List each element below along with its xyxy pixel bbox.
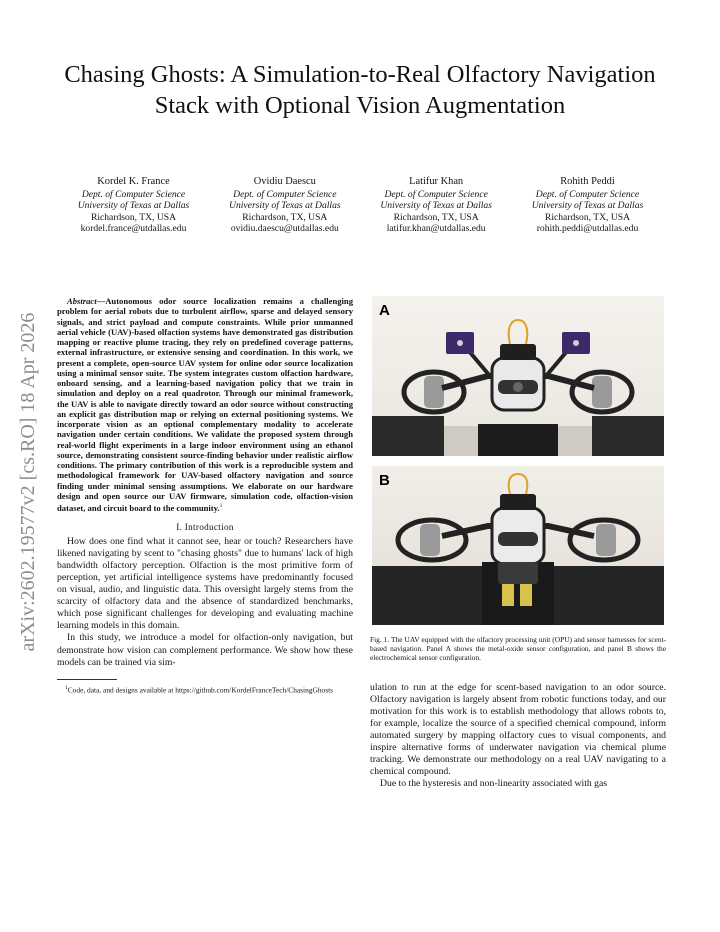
section-heading-text: I. Introduction	[176, 522, 234, 533]
author-location: Richardson, TX, USA	[242, 211, 328, 223]
arxiv-identifier: arXiv:2602.19577v2 [cs.RO] 18 Apr 2026	[17, 312, 39, 652]
figure-panel-a	[372, 296, 664, 456]
left-column	[57, 296, 353, 694]
figure-panel-b	[372, 466, 664, 625]
author-2	[209, 176, 360, 235]
author-org: University of Texas at Dallas	[229, 200, 341, 212]
author-org: University of Texas at Dallas	[77, 200, 190, 212]
abstract	[57, 296, 353, 513]
right-body-text	[370, 682, 666, 790]
drone-photo-b	[372, 466, 664, 625]
author-email[interactable]: kordel.france@utdallas.edu	[80, 223, 187, 235]
author-dept: Dept. of Computer Science	[233, 188, 337, 200]
section-heading-introduction	[57, 522, 353, 532]
author-email[interactable]: latifur.khan@utdallas.edu	[386, 223, 486, 235]
author-4	[512, 176, 663, 235]
author-3	[361, 176, 512, 235]
intro-paragraph-1: How does one find what it cannot see, hear or touch? Researchers have likened navigating by scent to "chasing ghosts" due to humans' lack of high bandwidth olfactory perception. Olfaction is the most primitive form of perception, yet artificial intelligence systems have predominantly focused on visual, audio, and linguistic data. This oversight largely stems from the scarcity of olfactory data and the absence of standardized benchmarks, which pose significant challenges for developing and evaluating machine learning models in this domain.	[57, 536, 353, 632]
footnote-marker[interactable]: 1	[219, 503, 223, 509]
panel-a-label: A	[379, 302, 390, 319]
paper-title: Chasing Ghosts: A Simulation-to-Real Olfactory Navigation Stack with Optional Vision Augmentation	[64, 61, 656, 119]
abstract-lead: Abstract—	[67, 296, 106, 306]
author-name: Ovidiu Daescu	[253, 176, 316, 187]
author-org: University of Texas at Dallas	[531, 200, 644, 212]
panel-b-label: B	[379, 472, 390, 489]
figure-caption: Fig. 1. The UAV equipped with the olfactory processing unit (OPU) and sensor harnesses for scent-based navigation. Panel A shows the metal-oxide sensor configuration, and panel B shows the electrochemical sensor configuration.	[370, 635, 666, 662]
body-paragraph-continued: ulation to run at the edge for scent-based navigation to an odor source. Olfactory navigation is largely absent from robotic functions today, and our motivation for this work is to establish methodology that allows robots to, for example, localize the source of a specified chemical compound, inform automated surgery by mapping olfactory cues to visual components, and inspire alternative forms of underwater navigation via chemical plume tracking. We demonstrate our methodology on a real UAV navigating to a chemical compound.	[370, 682, 666, 778]
author-name: Kordel K. France	[97, 176, 170, 187]
right-column	[370, 296, 666, 663]
footnote-number: 1	[65, 684, 68, 691]
author-dept: Dept. of Computer Science	[384, 188, 488, 200]
author-1	[58, 176, 209, 235]
author-org: University of Texas at Dallas	[380, 200, 492, 212]
abstract-body: Autonomous odor source localization remains a challenging problem for aerial robots due to turbulent airflow, sparse and delayed sensory signals, and strict payload and compute constraints. While prior unmanned aerial vehicle (UAV)-based olfaction systems have demonstrated gas distribution mapping or reactive plume tracing, they rely on predefined coverage patterns, external infrastructure, or extensive sensing and coordination. In this work, we present a complete, open-source UAV system for online odor source localization using a minimal sensor suite. The system integrates custom olfaction hardware, onboard sensing, and a learning-based navigation policy that we train in simulation and deploy on a real quadrotor. Through our minimal framework, the UAV is able to navigate directly toward an odor source without constructing an explicit gas distribution map or relying on external positioning systems. We incorporate vision as an optional complementary modality to accelerate navigation under certain conditions. We validate the proposed system through real-world flight experiments in a large indoor environment using an ethanol source, demonstrating consistent source-finding behavior under realistic airflow conditions. The primary contribution of this work is a reproducible system and methodological framework for UAV-based olfactory navigation and source finding under minimal sensing assumptions. We elaborate on our hardware design and open source our UAV firmware, simulation code, olfaction-vision dataset, and circuit board to the community.	[57, 296, 353, 513]
footnote	[57, 684, 353, 694]
author-location: Richardson, TX, USA	[544, 211, 631, 223]
footnote-text[interactable]: Code, data, and designs available at https://github.com/KordelFranceTech/ChasingGhosts	[67, 685, 334, 695]
author-email[interactable]: ovidiu.daescu@utdallas.edu	[230, 223, 339, 235]
author-location: Richardson, TX, USA	[90, 211, 177, 223]
drone-photo-a	[372, 296, 664, 456]
author-email[interactable]: rohith.peddi@utdallas.edu	[536, 223, 639, 235]
author-name: Rohith Peddi	[560, 176, 615, 187]
author-dept: Dept. of Computer Science	[535, 188, 640, 200]
figure-1	[372, 296, 664, 625]
author-location: Richardson, TX, USA	[393, 211, 479, 223]
intro-paragraph-2: In this study, we introduce a model for olfaction-only navigation, but demonstrate how vision can complement performance. We show how these models can be trained via sim-	[57, 632, 353, 668]
author-block	[58, 176, 663, 235]
body-paragraph-next: Due to the hysteresis and non-linearity associated with gas	[380, 778, 608, 790]
author-dept: Dept. of Computer Science	[81, 188, 186, 200]
author-name: Latifur Khan	[409, 176, 464, 187]
footnote-rule	[57, 679, 117, 680]
